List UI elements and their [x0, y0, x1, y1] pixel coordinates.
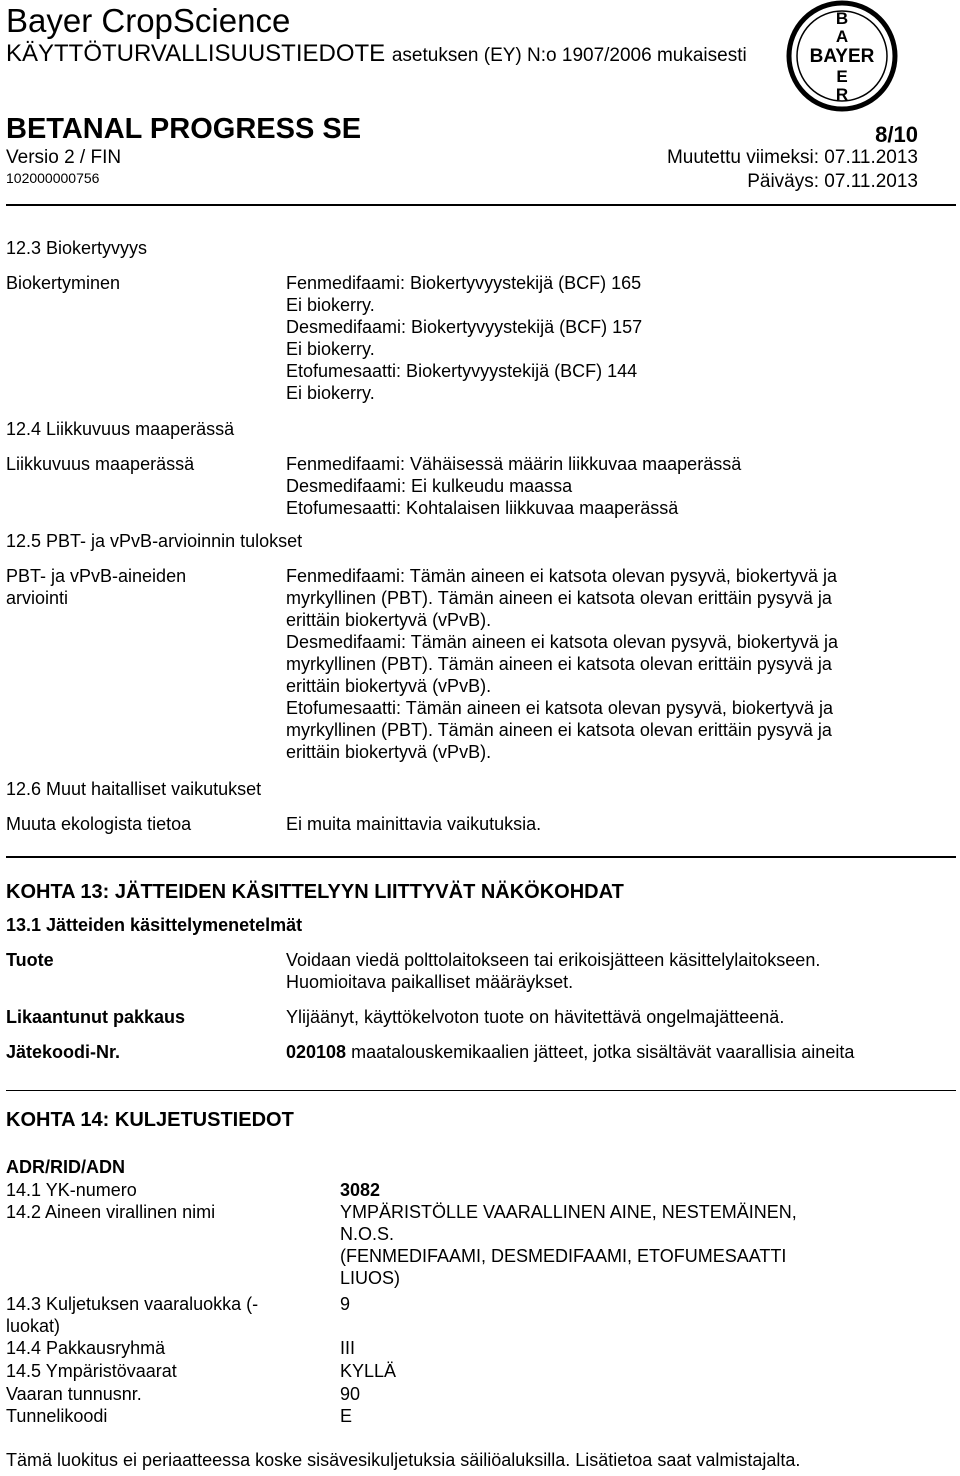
- transport-note: Tämä luokitus ei periaatteessa koske sisävesikuljetuksia säiliöaluksilla. Lisätietoa saat valmistajalta.: [6, 1450, 801, 1470]
- svg-text:A: A: [835, 27, 849, 46]
- section-12-5-heading: 12.5 PBT- ja vPvB-arvioinnin tulokset: [6, 531, 303, 551]
- hazard-id-label: Vaaran tunnusnr.: [6, 1384, 142, 1404]
- hazard-class-value: 9: [340, 1294, 351, 1314]
- waste-code-label: Jätekoodi-Nr.: [6, 1042, 121, 1062]
- un-number-label: 14.1 YK-numero: [6, 1180, 137, 1200]
- svg-text:R: R: [835, 85, 849, 104]
- contaminated-packaging-value: Ylijäänyt, käyttökelvoton tuote on hävitettävä ongelmajätteenä.: [286, 1007, 785, 1027]
- waste-code-value: [286, 1041, 854, 1063]
- un-number-value: 3082: [340, 1180, 381, 1200]
- issue-date: Päiväys: 07.11.2013: [747, 171, 918, 192]
- product-name: BETANAL PROGRESS SE: [6, 113, 362, 145]
- waste-product-label: Tuote: [6, 950, 54, 970]
- svg-text:B: B: [835, 9, 849, 28]
- document-type-title: KÄYTTÖTURVALLISUUSTIEDOTE: [6, 40, 386, 67]
- page-number: 8/10: [875, 122, 918, 147]
- section-13-1-heading: 13.1 Jätteiden käsittelymenetelmät: [6, 915, 303, 935]
- bayer-cross-logo: [786, 0, 898, 112]
- regulation-text: asetuksen (EY) N:o 1907/2006 mukaisesti: [391, 45, 747, 66]
- pbt-assessment-value: Fenmedifaami: Tämän aineen ei katsota olevan pysyvä, biokertyvä ja myrkyllinen (PBT). Tämän aineen ei katsota olevan erittäin pysyvä ja erittäin biokertyvä (vPvB). Desmedifaami: Tämän aineen ei katsota olevan pysyvä, biokertyvä ja myrkyllinen (PBT). Tämän aineen ei katsota olevan erittäin pysyvä ja erittäin biokertyvä (vPvB). Etofumesaatti: Tämän aineen ei katsota olevan pysyvä, biokertyvä ja myrkyllinen (PBT). Tämän aineen ei katsota olevan erittäin pysyvä ja erittäin biokertyvä (vPvB).: [286, 566, 838, 762]
- hazard-class-label: 14.3 Kuljetuksen vaaraluokka (- luokat): [6, 1294, 259, 1336]
- environmental-hazard-label: 14.5 Ympäristövaarat: [6, 1361, 177, 1381]
- section-13-title: KOHTA 13: JÄTTEIDEN KÄSITTELYYN LIITTYVÄT NÄKÖKOHDAT: [6, 881, 624, 903]
- tunnel-code-label: Tunnelikoodi: [6, 1406, 108, 1426]
- waste-code-number: 020108: [286, 1042, 347, 1062]
- soil-mobility-value: Fenmedifaami: Vähäisessä määrin liikkuvaa maaperässä Desmedifaami: Ei kulkeudu maassa Etofumesaatti: Kohtalaisen liikkuvaa maaperässä: [286, 454, 742, 518]
- waste-code-description: maatalouskemikaalien jätteet, jotka sisältävät vaarallisia aineita: [346, 1042, 855, 1062]
- logo-wordmark: BAYER: [809, 46, 875, 67]
- section-12-3-heading: 12.3 Biokertyvyys: [6, 238, 148, 258]
- section-divider: [6, 1090, 956, 1091]
- section-divider: [6, 856, 956, 858]
- shipping-name-value: YMPÄRISTÖLLE VAARALLINEN AINE, NESTEMÄINEN, N.O.S. (FENMEDIFAAMI, DESMEDIFAAMI, ETOFUMESAATTI LIUOS): [340, 1202, 797, 1288]
- pbt-assessment-label: PBT- ja vPvB-aineiden arviointi: [6, 566, 187, 608]
- hazard-id-value: 90: [340, 1384, 361, 1404]
- section-12-4-heading: 12.4 Liikkuvuus maaperässä: [6, 419, 235, 439]
- bioaccumulation-label: Biokertyminen: [6, 273, 121, 293]
- contaminated-packaging-label: Likaantunut pakkaus: [6, 1007, 186, 1027]
- shipping-name-label: 14.2 Aineen virallinen nimi: [6, 1202, 216, 1222]
- header-divider: [6, 204, 956, 206]
- other-eco-info-label: Muuta ekologista tietoa: [6, 814, 192, 834]
- modified-date: Muutettu viimeksi: 07.11.2013: [666, 147, 918, 168]
- section-12-6-heading: 12.6 Muut haitalliset vaikutukset: [6, 779, 262, 799]
- tunnel-code-value: E: [340, 1406, 353, 1426]
- bioaccumulation-value: Fenmedifaami: Biokertyvyystekijä (BCF) 165 Ei biokerry. Desmedifaami: Biokertyvyystekijä (BCF) 157 Ei biokerry. Etofumesaatti: Biokertyvyystekijä (BCF) 144 Ei biokerry.: [286, 273, 643, 403]
- svg-text:E: E: [836, 67, 848, 86]
- environmental-hazard-value: KYLLÄ: [340, 1361, 397, 1381]
- packing-group-label: 14.4 Pakkausryhmä: [6, 1338, 166, 1358]
- section-14-title: KOHTA 14: KULJETUSTIEDOT: [6, 1109, 294, 1131]
- adr-rid-adn-heading: ADR/RID/ADN: [6, 1157, 125, 1177]
- waste-product-value: Voidaan viedä polttolaitokseen tai erikoisjätteen käsittelylaitokseen. Huomioitava paikalliset määräykset.: [286, 950, 821, 992]
- packing-group-value: III: [340, 1338, 356, 1358]
- document-type: [6, 40, 747, 70]
- product-code: 102000000756: [6, 170, 100, 186]
- other-eco-info-value: Ei muita mainittavia vaikutuksia.: [286, 814, 542, 834]
- soil-mobility-label: Liikkuvuus maaperässä: [6, 454, 195, 474]
- version: Versio 2 / FIN: [6, 147, 122, 168]
- company-name: Bayer CropScience: [6, 2, 291, 39]
